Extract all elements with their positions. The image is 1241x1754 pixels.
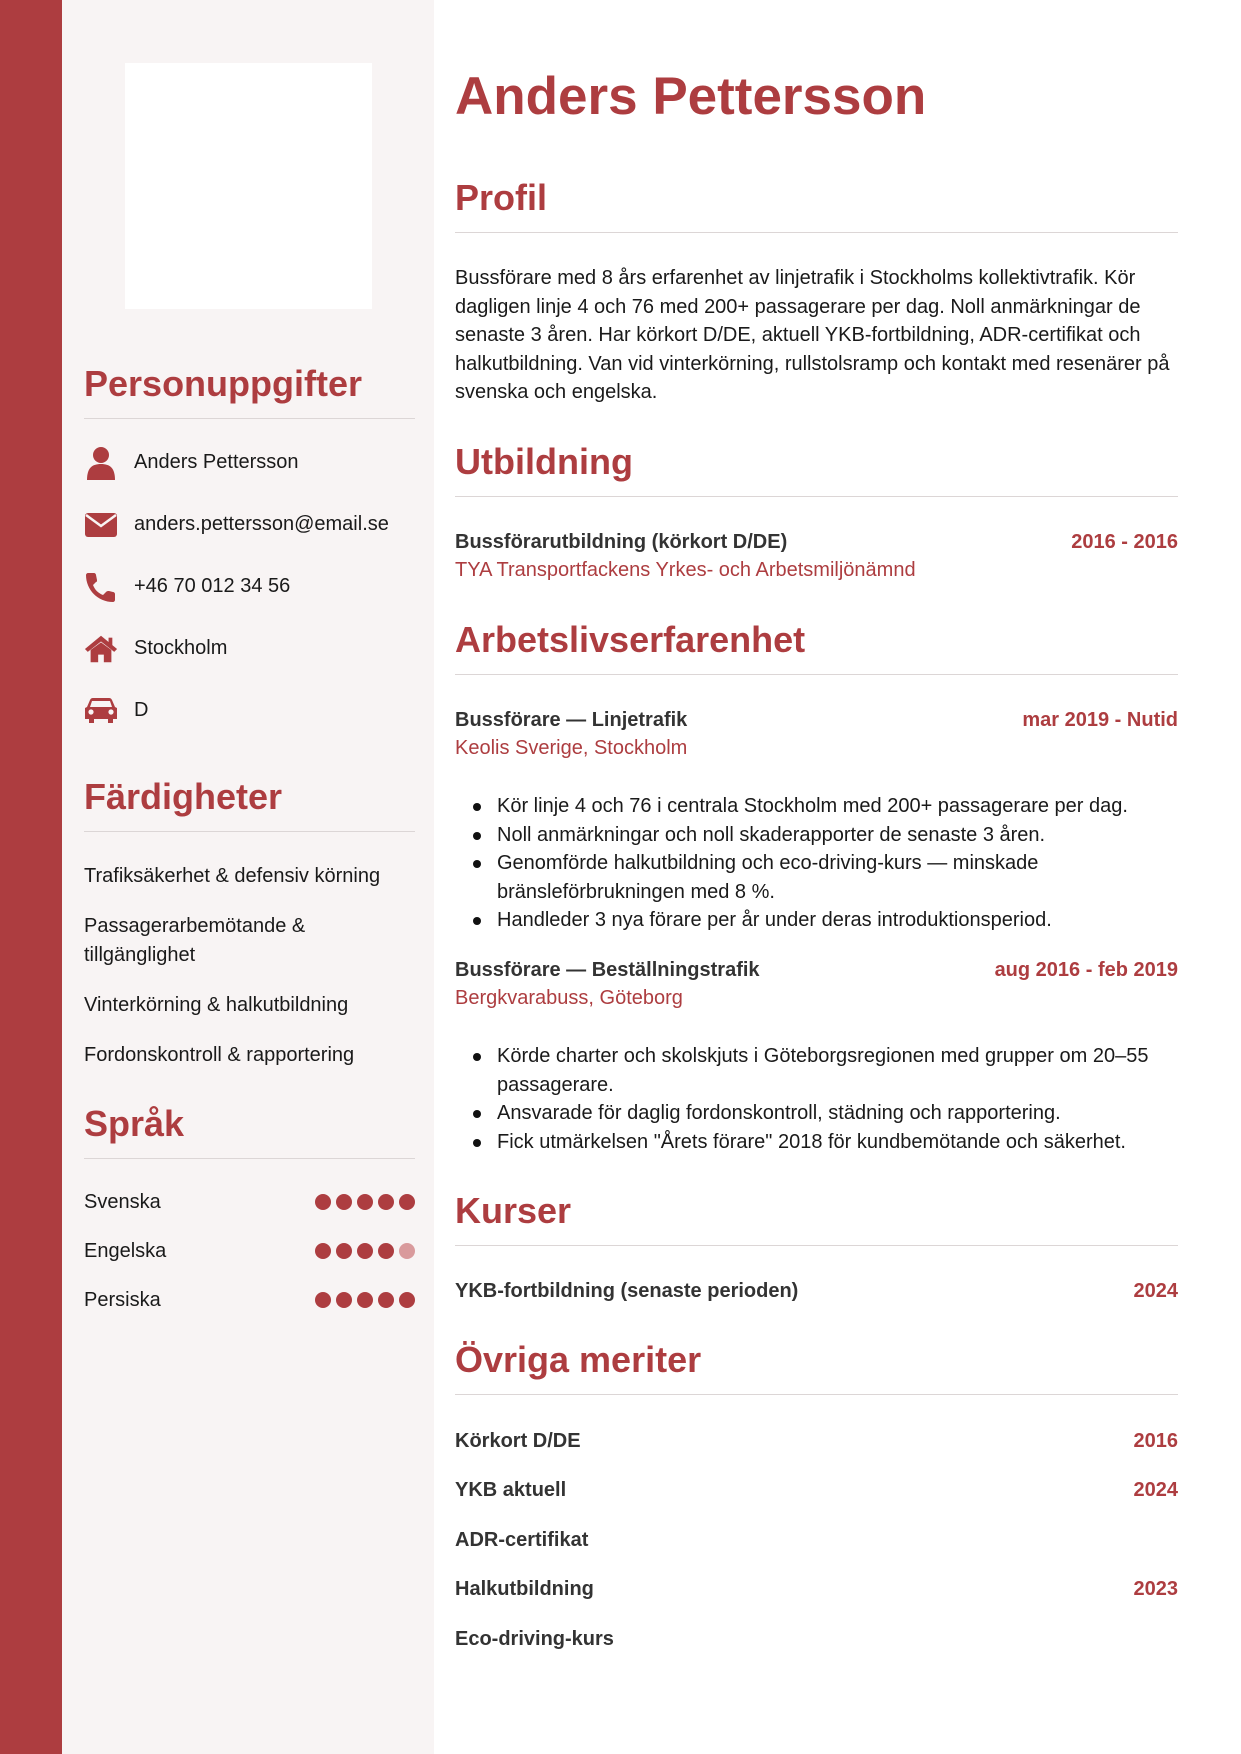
experience-entry — [455, 709, 1178, 732]
level-dot — [357, 1194, 373, 1210]
education-title: Bussförarutbildning (körkort D/DE) — [455, 531, 788, 553]
contact-name: Anders Pettersson — [134, 451, 299, 474]
profile-heading: Profil — [455, 178, 1178, 233]
level-dot — [378, 1194, 394, 1210]
candidate-name: Anders Pettersson — [455, 67, 927, 126]
merit-title: ADR-certifikat — [455, 1529, 589, 1551]
language-level-dots — [315, 1292, 415, 1308]
experience-title: Bussförare — Beställningstrafik — [455, 959, 760, 981]
experience-heading: Arbetslivserfarenhet — [455, 620, 1178, 675]
level-dot — [399, 1194, 415, 1210]
personal-info-heading: Personuppgifter — [84, 364, 415, 419]
profile-photo — [125, 63, 372, 309]
skill-item: Fordonskontroll & rapportering — [84, 1043, 355, 1066]
contact-email-row — [84, 494, 415, 556]
languages-heading: Språk — [84, 1104, 415, 1159]
level-dot — [336, 1194, 352, 1210]
language-name: Persiska — [84, 1288, 161, 1311]
merit-title: Eco-driving-kurs — [455, 1628, 614, 1650]
level-dot — [378, 1292, 394, 1308]
merit-date: 2024 — [1133, 1479, 1178, 1501]
bullet-item: Fick utmärkelsen "Årets förare" 2018 för kundbemötande och säkerhet. — [497, 1128, 1220, 1157]
language-row — [84, 1178, 415, 1227]
bullet-item: Kör linje 4 och 76 i centrala Stockholm med 200+ passagerare per dag. — [497, 792, 1220, 821]
course-date: 2024 — [1133, 1280, 1178, 1302]
contact-phone-row — [84, 556, 415, 618]
merit-title: YKB aktuell — [455, 1479, 567, 1501]
experience-date: mar 2019 - Nutid — [1022, 709, 1178, 731]
language-row — [84, 1227, 415, 1276]
experience-bullets — [455, 1042, 1220, 1156]
bullet-item: Noll anmärkningar och noll skaderapporter de senaste 3 åren. — [497, 821, 1220, 850]
merit-title: Halkutbildning — [455, 1578, 594, 1600]
contact-phone[interactable]: +46 70 012 34 56 — [134, 575, 291, 598]
level-dot — [315, 1292, 331, 1308]
merit-entry — [455, 1628, 1178, 1651]
education-entry — [455, 531, 1178, 554]
bullet-item: Genomförde halkutbildning och eco-driving-kurs — minskade bränsleförbrukningen med 8 %. — [497, 849, 1220, 906]
education-date: 2016 - 2016 — [1071, 531, 1178, 553]
level-dot — [378, 1243, 394, 1259]
education-org: TYA Transportfackens Yrkes- och Arbetsmiljönämnd — [455, 559, 916, 581]
level-dot — [315, 1194, 331, 1210]
merits-heading: Övriga meriter — [455, 1340, 1178, 1395]
skills-heading: Färdigheter — [84, 777, 415, 832]
contact-email[interactable]: anders.pettersson@email.se — [134, 513, 389, 536]
experience-bullets — [455, 792, 1220, 935]
language-level-dots — [315, 1194, 415, 1210]
skill-item: Vinterkörning & halkutbildning — [84, 993, 349, 1016]
profile-text: Bussförare med 8 års erfarenhet av linjetrafik i Stockholms kollektivtrafik. Kör dagligen linje 4 och 76 med 200+ passagerare per dag. Noll anmärkningar de senaste 3 åren. Har körkort D/DE, aktuell YKB-fortbildning, ADR-certifikat och halkutbildning. Van vid vinterkörning, rullstolsramp och kontakt med resenärer på svenska och engelska. — [455, 267, 1170, 404]
personal-info-section — [84, 364, 415, 742]
merit-date: 2016 — [1133, 1430, 1178, 1452]
person-icon — [84, 446, 118, 480]
envelope-icon — [84, 508, 118, 542]
merit-entry — [455, 1479, 1178, 1502]
languages-section — [84, 1104, 415, 1325]
level-dot — [399, 1292, 415, 1308]
contact-license: D — [134, 699, 149, 722]
bullet-item: Körde charter och skolskjuts i Göteborgsregionen med grupper om 20–55 passagerare. — [497, 1042, 1220, 1099]
courses-heading: Kurser — [455, 1191, 1178, 1246]
contact-license-row — [84, 680, 415, 742]
car-icon — [84, 694, 118, 728]
skill-item: Trafiksäkerhet & defensiv körning — [84, 864, 381, 887]
experience-org: Bergkvarabuss, Göteborg — [455, 987, 683, 1009]
merit-entry — [455, 1578, 1178, 1601]
sidebar — [62, 0, 434, 1754]
level-dot — [336, 1292, 352, 1308]
contact-name-row — [84, 432, 415, 494]
home-icon — [84, 632, 118, 666]
course-entry — [455, 1280, 1178, 1303]
course-title: YKB-fortbildning (senaste perioden) — [455, 1280, 799, 1302]
contact-city: Stockholm — [134, 637, 228, 660]
contact-city-row — [84, 618, 415, 680]
bullet-item: Ansvarade för daglig fordonskontroll, städning och rapportering. — [497, 1099, 1220, 1128]
language-name: Svenska — [84, 1190, 161, 1213]
language-row — [84, 1276, 415, 1325]
level-dot — [357, 1243, 373, 1259]
level-dot — [399, 1243, 415, 1259]
merit-entry — [455, 1430, 1178, 1453]
merit-title: Körkort D/DE — [455, 1430, 581, 1452]
skills-section — [84, 777, 415, 1091]
phone-icon — [84, 570, 118, 604]
experience-org: Keolis Sverige, Stockholm — [455, 737, 688, 759]
language-level-dots — [315, 1243, 415, 1259]
merit-date: 2023 — [1133, 1578, 1178, 1600]
experience-title: Bussförare — Linjetrafik — [455, 709, 688, 731]
level-dot — [336, 1243, 352, 1259]
experience-entry — [455, 959, 1178, 982]
level-dot — [315, 1243, 331, 1259]
language-name: Engelska — [84, 1239, 167, 1262]
accent-stripe — [0, 0, 62, 1754]
experience-date: aug 2016 - feb 2019 — [994, 959, 1178, 981]
skill-item: Passagerarbemötande & tillgänglighet — [84, 914, 306, 966]
level-dot — [357, 1292, 373, 1308]
bullet-item: Handleder 3 nya förare per år under deras introduktionsperiod. — [497, 906, 1220, 935]
merit-entry — [455, 1529, 1178, 1552]
education-heading: Utbildning — [455, 442, 1178, 497]
